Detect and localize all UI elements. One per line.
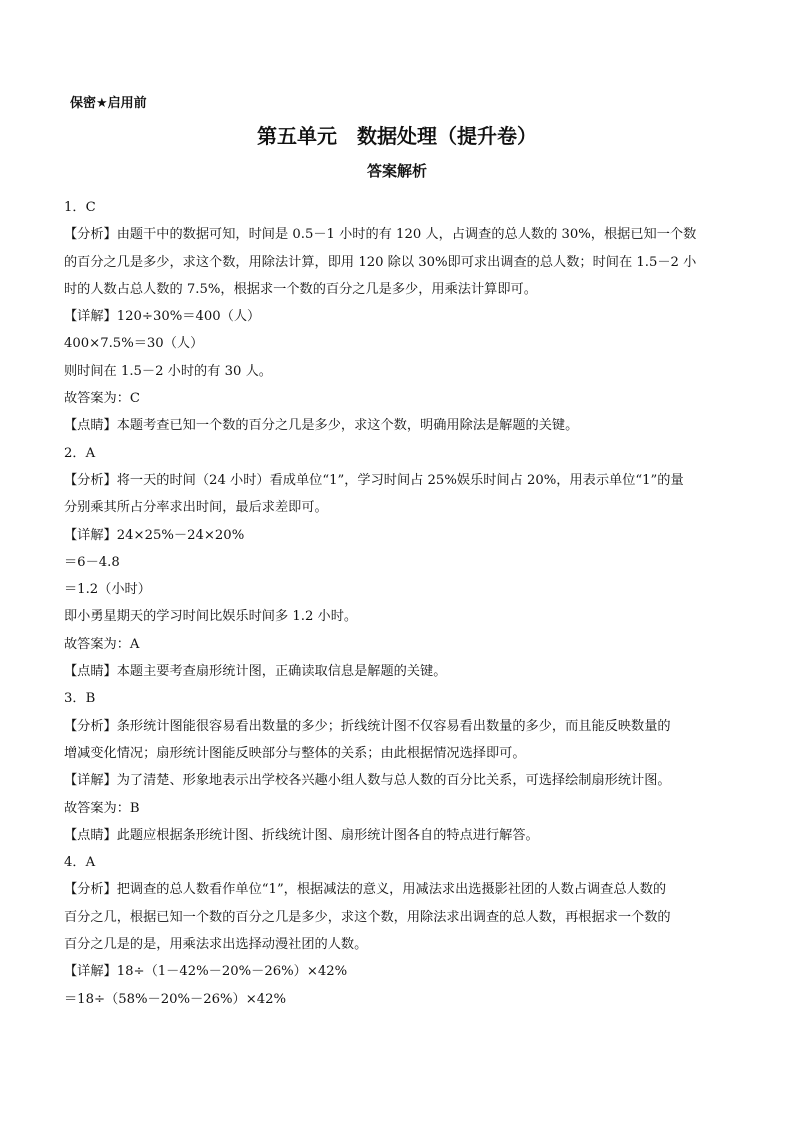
text-line: 【分析】把调查的总人数看作单位“1”，根据减法的意义，用减法求出选摄影社团的人数占调查总人数的 [64, 882, 667, 898]
text-line: ＝6－4.8 [64, 554, 120, 570]
text-line: 1．C [64, 200, 96, 215]
text-line: 400×7.5%＝30（人） [64, 336, 204, 352]
text-line: 【点睛】此题应根据条形统计图、折线统计图、扇形统计图各自的特点进行解答。 [64, 827, 539, 843]
text-line: 分别乘其所占分率求出时间，最后求差即可。 [64, 500, 328, 516]
text-line: 故答案为：B [64, 800, 140, 816]
text-line: 百分之几，根据已知一个数的百分之几是多少，求这个数，用除法求出调查的总人数，再根据求一个数的 [64, 909, 671, 925]
text-line: 【详解】18÷（1－42%－20%－26%）×42% [64, 964, 348, 980]
text-line: 故答案为：A [64, 636, 140, 652]
text-line: 【详解】120÷30%＝400（人） [64, 309, 261, 325]
text-line: 【点睛】本题考查已知一个数的百分之几是多少，求这个数，明确用除法是解题的关键。 [64, 418, 579, 434]
text-line: 百分之几是的是，用乘法求出选择动漫社团的人数。 [64, 937, 368, 953]
text-line: 即小勇星期天的学习时间比娱乐时间多 1.2 小时。 [64, 609, 358, 625]
text-line: 增减变化情况；扇形统计图能反映部分与整体的关系；由此根据情况选择即可。 [64, 745, 526, 761]
text-line: 【详解】24×25%－24×20% [64, 527, 245, 543]
text-line: ＝18÷（58%－20%－26%）×42% [64, 991, 287, 1007]
text-line: 4．A [64, 855, 96, 871]
page-subtitle: 答案解析 [366, 162, 427, 180]
text-line: 则时间在 1.5－2 小时的有 30 人。 [64, 363, 272, 379]
text-line: 【分析】条形统计图能很容易看出数量的多少；折线统计图不仅容易看出数量的多少，而且能反映数量的 [64, 718, 671, 734]
text-line: ＝1.2（小时） [64, 582, 151, 598]
confidential-label: 保密★启用前 [70, 96, 147, 111]
text-line: 3．B [64, 691, 96, 707]
text-line: 故答案为：C [64, 391, 141, 407]
text-line: 2．A [64, 445, 96, 461]
page-title: 第五单元 数据处理（提升卷） [257, 124, 537, 148]
text-line: 【分析】将一天的时间（24 小时）看成单位“1”，学习时间占 25%娱乐时间占 20%，用表示单位“1”的量 [64, 472, 684, 488]
text-line: 【详解】为了清楚、形象地表示出学校各兴趣小组人数与总人数的百分比关系，可选择绘制扇形统计图。 [64, 773, 671, 789]
text-line: 【点睛】本题主要考查扇形统计图，正确读取信息是解题的关键。 [64, 664, 447, 680]
text-line: 时的人数占总人数的 7.5%，根据求一个数的百分之几是多少，用乘法计算即可。 [64, 281, 537, 297]
answer-content [64, 194, 736, 1013]
text-line: 【分析】由题干中的数据可知，时间是 0.5－1 小时的有 120 人，占调查的总人数的 30%，根据已知一个数 [64, 227, 697, 243]
text-line: 的百分之几是多少，求这个数，用除法计算，即用 120 除以 30%即可求出调查的总人数；时间在 1.5－2 小 [64, 254, 697, 270]
